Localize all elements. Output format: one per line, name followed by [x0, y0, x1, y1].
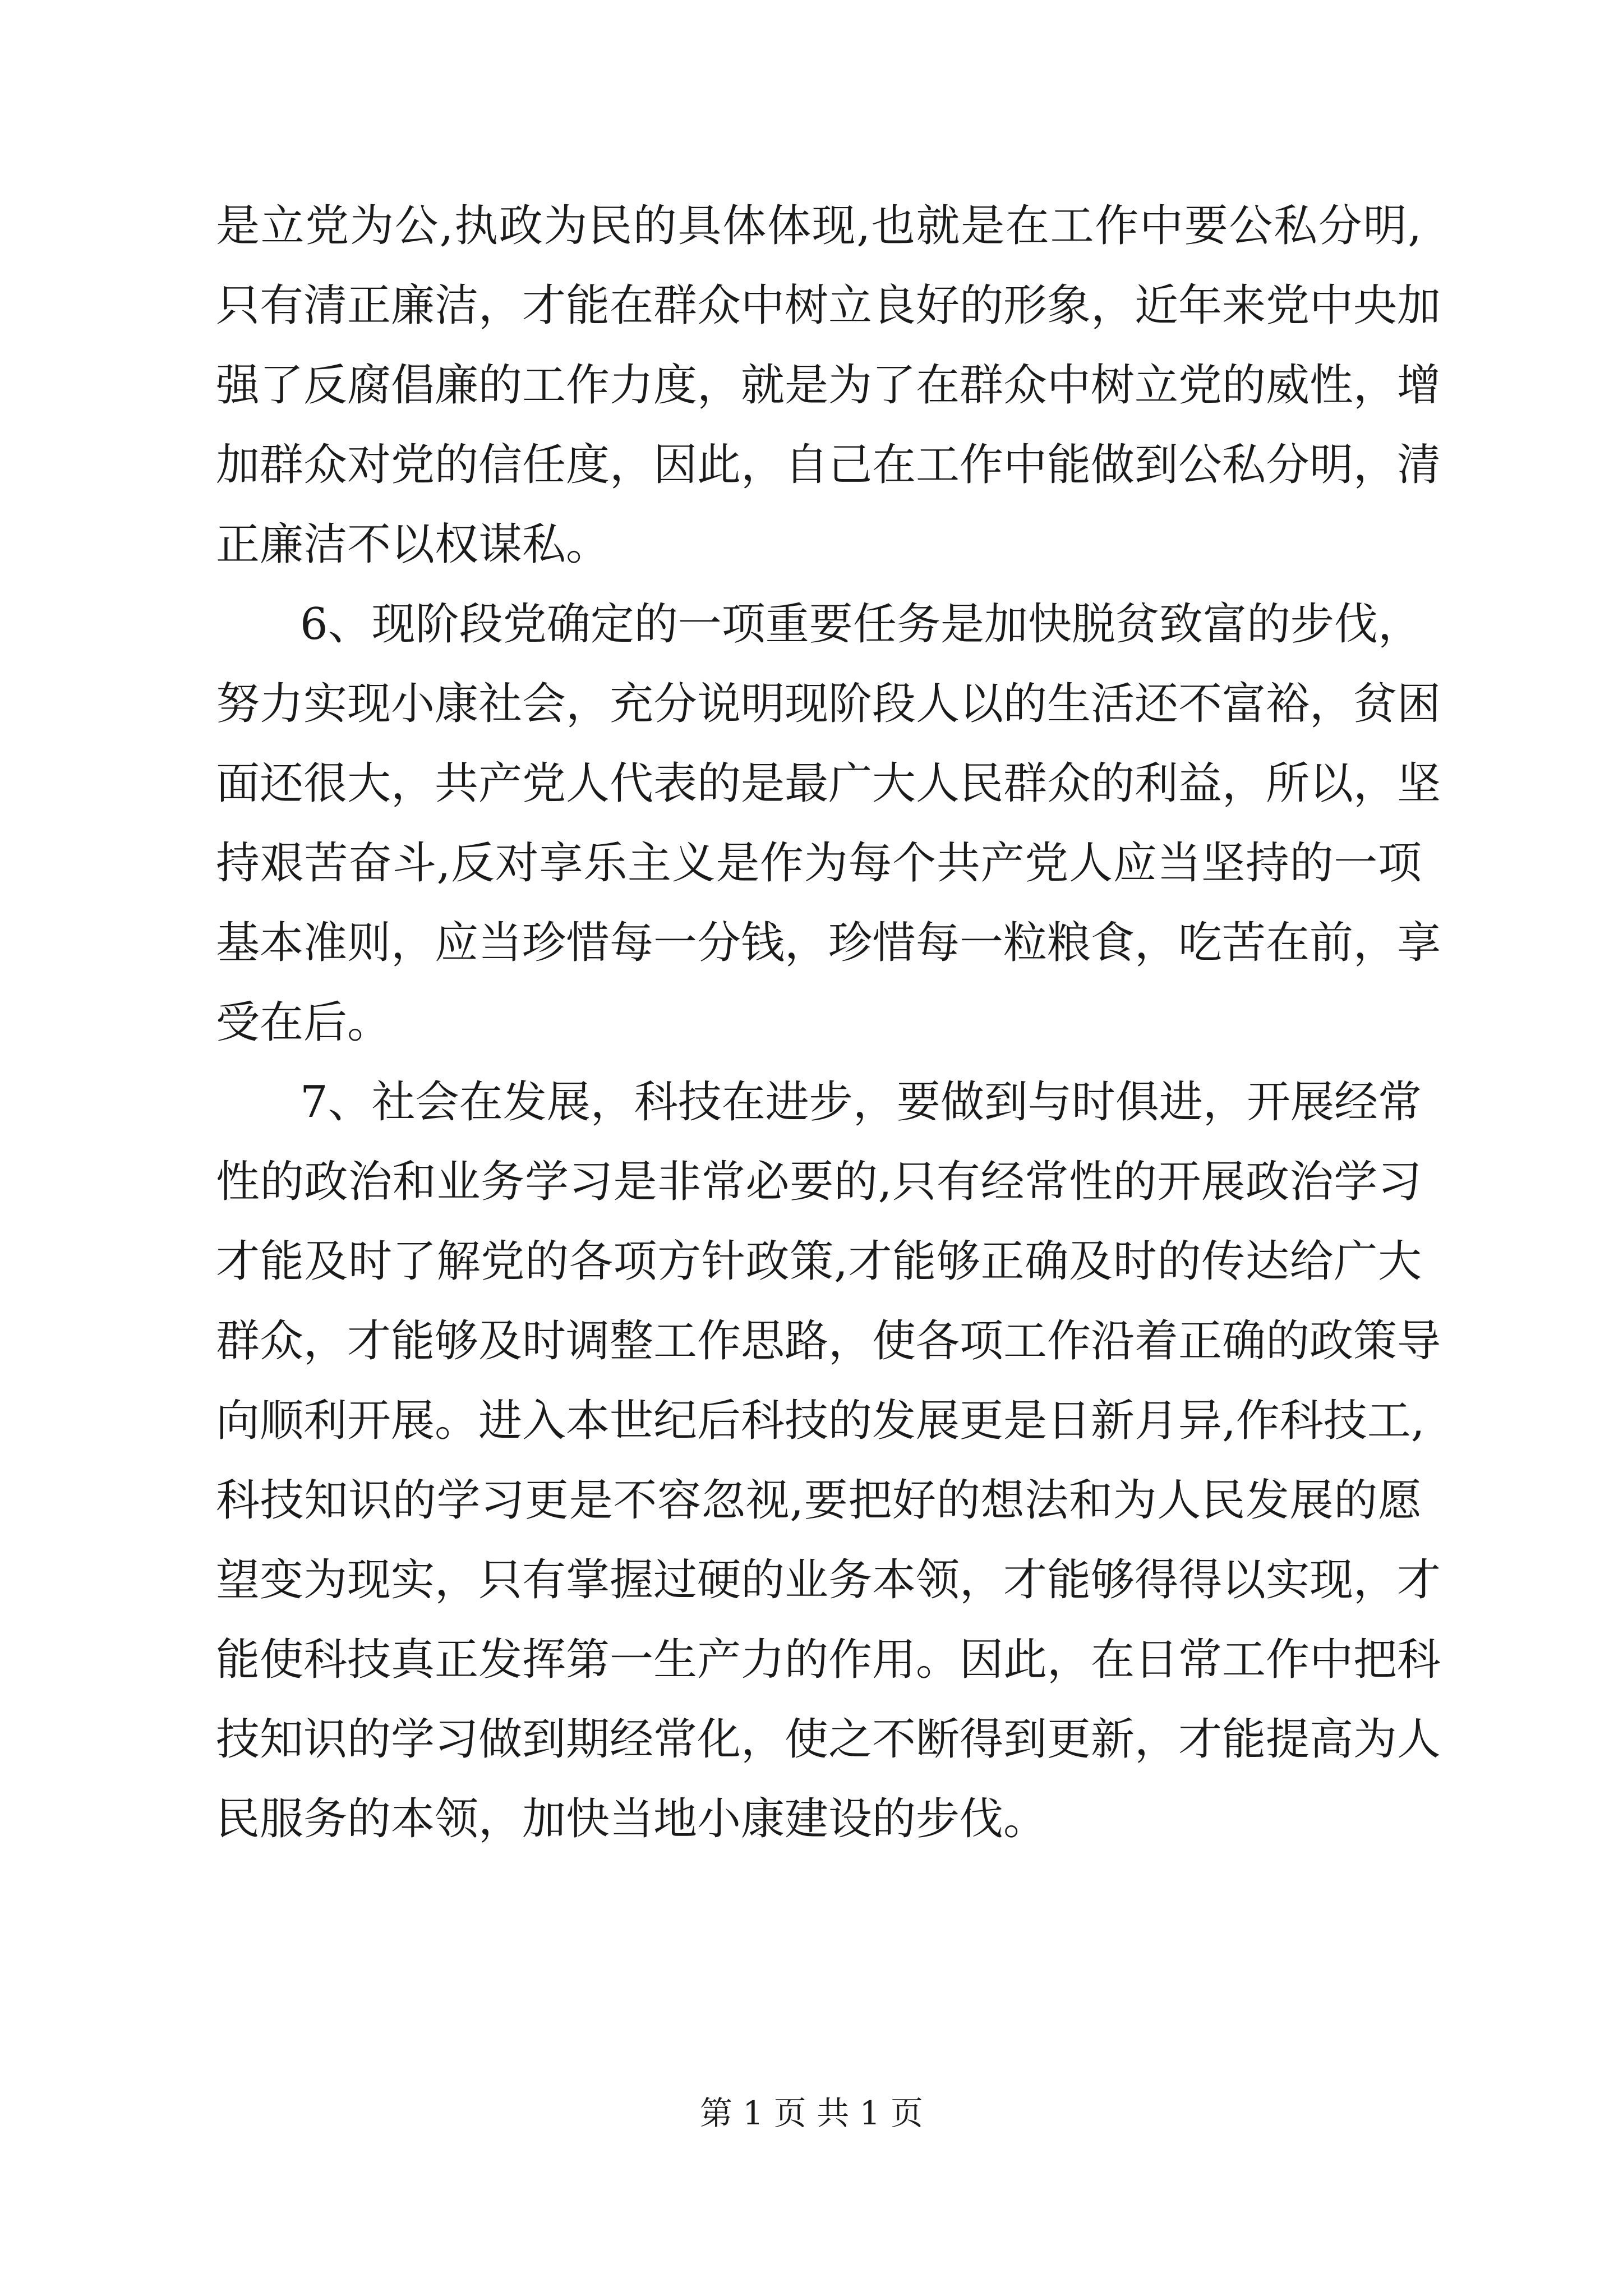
document-body [216, 186, 1441, 1859]
text-line: 性的政治和业务学习是非常必要的,只有经常性的开展政治学习 [216, 1157, 1422, 1207]
text-line: 加群众对党的信任度，因此，自己在工作中能做到公私分明，清 [216, 440, 1441, 490]
text-line: 基本准则，应当珍惜每一分钱，珍惜每一粒粮食，吃苦在前，享 [216, 918, 1441, 968]
text-line: 才能及时了解党的各项方针政策,才能够正确及时的传达给广大 [216, 1236, 1422, 1287]
text-line: 受在后。 [216, 997, 391, 1048]
page-footer: 第 1 页 共 1 页 [700, 2094, 923, 2132]
text-line: 技知识的学习做到期经常化，使之不断得到更新，才能提高为人 [216, 1714, 1441, 1765]
text-line: 正廉洁不以权谋私。 [216, 519, 610, 570]
text-line: 能使科技真正发挥第一生产力的作用。因此，在日常工作中把科 [216, 1635, 1441, 1685]
text-line: 7、社会在发展，科技在进步，要做到与时俱进，开展经常 [300, 1077, 1422, 1128]
text-line: 民服务的本领，加快当地小康建设的步伐。 [216, 1794, 1048, 1844]
text-line: 努力实现小康社会，充分说明现阶段人以的生活还不富裕，贫困 [216, 679, 1441, 729]
paragraph [216, 585, 1441, 1062]
text-line: 面还很大，共产党人代表的是最广大人民群众的利益，所以，坚 [216, 758, 1441, 809]
text-line: 科技知识的学习更是不容忽视,要把好的想法和为人民发展的愿 [216, 1475, 1422, 1526]
text-line: 群众，才能够及时调整工作思路，使各项工作沿着正确的政策导 [216, 1316, 1441, 1366]
text-line: 望变为现实，只有掌握过硬的业务本领，才能够得得以实现，才 [216, 1555, 1441, 1605]
text-line: 6、现阶段党确定的一项重要任务是加快脱贫致富的步伐， [300, 599, 1422, 650]
text-line: 强了反腐倡廉的工作力度，就是为了在群众中树立党的威性，增 [216, 360, 1441, 411]
paragraph [216, 1062, 1441, 1859]
text-line: 是立党为公,执政为民的具体体现,也就是在工作中要公私分明, [216, 201, 1422, 251]
paragraph [216, 186, 1441, 585]
text-line: 持艰苦奋斗,反对享乐主义是作为每个共产党人应当坚持的一项 [216, 838, 1422, 889]
text-line: 向顺利开展。进入本世纪后科技的发展更是日新月异,作科技工, [216, 1396, 1425, 1446]
text-line: 只有清正廉洁，才能在群众中树立良好的形象，近年来党中央加 [216, 280, 1441, 331]
